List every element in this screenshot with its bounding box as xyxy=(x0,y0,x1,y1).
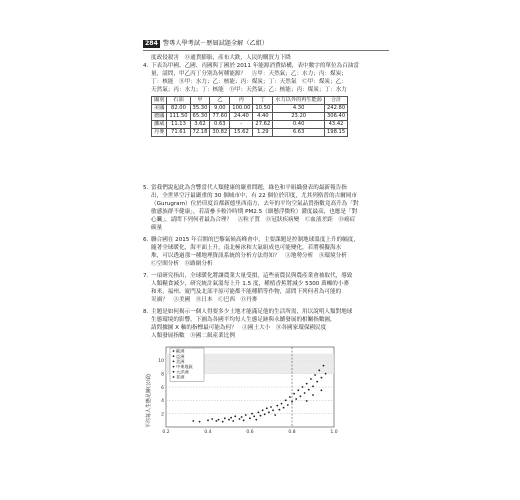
table-header-cell: 甲 xyxy=(190,97,210,105)
table-cell: 丹麥 xyxy=(152,129,167,137)
q7-line-1: 一項研究指出，全球暖化將讓農業大量受損，這些前農民與農產業會被取代，導致 xyxy=(151,273,353,279)
ecological-footprint-scatter-chart xyxy=(144,343,344,443)
q5-line-6: 碳量 xyxy=(151,225,163,231)
legend-label: 歐洲 xyxy=(176,348,185,354)
table-cell: 美國 xyxy=(152,105,167,113)
chart-legend xyxy=(170,348,204,382)
data-point xyxy=(321,377,323,379)
data-point xyxy=(272,409,274,411)
q8-number: 8. xyxy=(143,309,149,315)
x-tick-label: 0.2 xyxy=(162,430,170,435)
q8-line-4: 人類發展指數 Ⓓ國二級產業比例 xyxy=(151,333,235,339)
table-cell: 71.61 xyxy=(167,129,190,137)
data-point xyxy=(302,386,304,388)
table-cell: 0.40 xyxy=(273,121,325,129)
data-point xyxy=(258,411,260,413)
table-header-cell: 石油 xyxy=(167,97,190,105)
data-point xyxy=(241,416,243,418)
energy-table xyxy=(151,96,348,137)
data-point xyxy=(295,398,297,400)
table-cell: 43.42 xyxy=(324,121,347,129)
y-tick-label: 6 xyxy=(161,385,164,391)
data-point xyxy=(216,420,218,422)
x-tick-label: 0.8 xyxy=(288,430,296,435)
table-cell: 65.30 xyxy=(190,113,210,121)
q8-line-1: 主題是如何揭示一個人得要多少土地才能滿足他的生活所需，用以說明人類對地球 xyxy=(151,309,353,315)
q5-line-5: 心臟」，請問下列何者最為合理？ Ⓐ粒子質 Ⓑ冠狀疾病變 Ⓒ血液差距 Ⓓ癌症 xyxy=(151,217,356,223)
data-point xyxy=(264,413,266,415)
table-cell: 35.30 xyxy=(190,105,210,113)
data-point xyxy=(276,405,278,407)
y-tick-label: 2 xyxy=(161,412,164,418)
data-point xyxy=(297,389,299,391)
data-point xyxy=(318,369,320,371)
q6-line-3: 堆，可以透過那一種地理資訊系統的分析方法得知？ Ⓐ地勢分析 Ⓑ環境分析 xyxy=(151,253,347,259)
table-cell: 德國 xyxy=(152,113,167,121)
table-cell: 100.00 xyxy=(230,105,253,113)
data-point xyxy=(304,392,306,394)
q8-line-3: 請問據圖 X 軸的指標最可能為何？ Ⓐ國土大小 Ⓑ各國家環保國民度 xyxy=(151,325,327,331)
q8-line-2: 生態環境的影響，下圖為各國平均每人生態足跡與永續發展的相關指數圖， xyxy=(151,317,336,323)
table-header-cell: 丙 xyxy=(230,97,253,105)
table-header-row xyxy=(152,97,348,105)
q6-line-1: 聯合國在 2015 年召開的巴黎氣候高峰會中，主要課題是控制地球溫度上升的幅度， xyxy=(151,237,359,243)
table-cell: 242.80 xyxy=(324,105,347,113)
data-point xyxy=(316,381,318,383)
table-row xyxy=(152,121,348,129)
data-point xyxy=(306,383,308,385)
table-header-cell: 水力以外的再生能源 xyxy=(273,97,325,105)
q4-line-1: 下表為甲國、乙國、丙國與丁國於 2011 年能源消費結構，表中數字的單位為百油當 xyxy=(151,63,359,69)
data-point xyxy=(325,373,327,375)
data-point xyxy=(232,420,234,422)
data-point xyxy=(310,378,312,380)
data-point xyxy=(312,385,314,387)
data-point xyxy=(312,394,314,396)
table-cell: 15.62 xyxy=(230,129,253,137)
table-cell: 4.30 xyxy=(273,105,325,113)
data-point xyxy=(306,400,308,402)
table-header-cell: 丁 xyxy=(253,97,273,105)
data-point xyxy=(270,406,272,408)
data-point xyxy=(218,419,220,421)
table-header-cell: 乙 xyxy=(210,97,230,105)
data-point xyxy=(287,404,289,406)
legend-marker xyxy=(173,350,175,352)
table-row xyxy=(152,105,348,113)
legend-marker xyxy=(173,361,175,363)
legend-label: 大洋洲 xyxy=(176,369,189,375)
table-cell: 198.15 xyxy=(324,129,347,137)
y-tick-label: 8 xyxy=(161,372,164,378)
page-header-title: 警專人學考試－歷屆試題全解（乙組） xyxy=(162,40,269,47)
data-point xyxy=(314,374,316,376)
table-cell: 27.62 xyxy=(253,121,273,129)
table-cell: 4.40 xyxy=(253,113,273,121)
data-point xyxy=(268,411,270,413)
data-point xyxy=(230,417,232,419)
data-point xyxy=(251,413,253,415)
data-point xyxy=(243,419,245,421)
data-point xyxy=(199,421,201,423)
previous-answer-line: 度政侵殺害 Ⓓ通貨膨脹，產布大跌，人民的購買力下降 xyxy=(151,55,291,61)
data-point xyxy=(291,401,293,403)
data-point xyxy=(207,419,209,421)
q5-line-1: 當我們說起此為含響當代人類健康的嚴重問題，綠色和平組織發表的最新報告指 xyxy=(151,185,347,191)
table-header-cell: 合計 xyxy=(324,97,347,105)
data-point xyxy=(253,415,255,417)
q7-line-2: 人類糧食減少，研究統計氣溫每上升 1.5 度，種植香蕉將減少 5300 萬噸的小麥 xyxy=(151,281,350,287)
data-point xyxy=(222,421,224,423)
data-point xyxy=(245,414,247,416)
table-cell: 0.63 xyxy=(210,121,230,129)
table-cell: 1.29 xyxy=(253,129,273,137)
header-divider xyxy=(143,50,389,51)
data-point xyxy=(323,365,325,367)
legend-label: 美洲 xyxy=(176,359,185,364)
table-cell: 6.63 xyxy=(273,129,325,137)
q7-line-3: 和米，福州、廈門及北部平原可能都不能種稻等作物，請問下列何者為可能的 xyxy=(151,289,342,295)
data-point xyxy=(285,399,287,401)
table-header-cell: 國別 xyxy=(152,97,167,105)
table-cell: 11.13 xyxy=(167,121,190,129)
table-row xyxy=(152,113,348,121)
x-tick-label: 0.4 xyxy=(204,430,212,435)
table-cell: 30.82 xyxy=(210,129,230,137)
data-point xyxy=(283,407,285,409)
table-cell: 82.00 xyxy=(167,105,190,113)
x-tick-label: 0.6 xyxy=(246,430,254,435)
data-point xyxy=(274,414,276,416)
data-point xyxy=(266,407,268,409)
data-point xyxy=(293,393,295,395)
legend-label: 非洲 xyxy=(176,374,185,380)
data-point xyxy=(192,420,194,422)
q6-line-2: 隨著全球暖化，海平面上升，南北極冰和大氣組成也可能變化，若將模擬海水 xyxy=(151,245,342,251)
table-cell: 72.18 xyxy=(190,129,210,137)
legend-marker xyxy=(173,371,175,373)
y-tick-label: 4 xyxy=(161,399,164,405)
data-point xyxy=(234,415,236,417)
data-point xyxy=(262,409,264,411)
q4-number: 4. xyxy=(143,63,149,69)
table-cell: - xyxy=(230,121,253,129)
page-number: 284 xyxy=(145,40,158,47)
q7-number: 7. xyxy=(143,273,149,279)
page-header xyxy=(143,40,268,48)
data-point xyxy=(224,417,226,419)
q5-line-2: 出，全世界空汙最嚴重的 30 個城市中，有 22 個位於印度，尤其列格普的古爾岡市 xyxy=(151,193,357,199)
table-cell: 23.20 xyxy=(273,113,325,121)
data-point xyxy=(255,419,257,421)
legend-marker xyxy=(173,376,175,378)
data-point xyxy=(239,418,241,420)
table-cell: 306.40 xyxy=(324,113,347,121)
q4-line-3: 丁：核能 Ⓑ甲：水力；乙：核能；丙：煤炭；丁：天然氣 Ⓒ甲：煤炭；乙： xyxy=(151,79,347,85)
table-cell: 挪威 xyxy=(152,121,167,129)
table-cell: 24.40 xyxy=(230,113,253,121)
data-point xyxy=(300,395,302,397)
legend-marker xyxy=(173,355,175,357)
x-tick-label: 1.0 xyxy=(330,430,338,435)
legend-label: 亞洲 xyxy=(176,353,185,359)
q4-line-2: 量，請問，甲乙丙丁分別為何種能源？ Ⓐ甲：天然氣；乙：水力；丙：煤炭； xyxy=(151,71,347,77)
legend-label: 中東地區 xyxy=(176,364,193,370)
data-point xyxy=(308,389,310,391)
table-cell: 9.00 xyxy=(210,105,230,113)
q7-line-4: 災禍？ Ⓐ美國 Ⓑ日本 Ⓒ巴西 Ⓓ丹麥 xyxy=(151,297,258,303)
q6-number: 6. xyxy=(143,237,149,243)
data-point xyxy=(260,415,262,417)
table-cell: 111.50 xyxy=(167,113,190,121)
data-point xyxy=(321,389,323,391)
data-point xyxy=(249,417,251,419)
q6-line-4: Ⓒ空間分析 Ⓓ路網分析 xyxy=(151,261,213,267)
q5-line-4: 敏感族群不健康」，若請參卡較冷時期 PM2.5（細懸浮微粒）濃度最高，也應是「對 xyxy=(151,209,358,215)
data-point xyxy=(228,419,230,421)
q5-number: 5. xyxy=(143,185,149,191)
q5-line-3: （Gurugram）位於印度首都新德里西南方，去年的平均空氣品質指數竟高升為「對 xyxy=(151,201,359,207)
legend-marker xyxy=(173,366,175,368)
data-point xyxy=(281,403,283,405)
q4-line-4: 天然氣；丙：水力；丁：核能 Ⓓ甲：天然氣；乙：核能；丙：煤炭；丁：水力 xyxy=(151,87,347,93)
data-point xyxy=(279,409,281,411)
table-cell: 10.50 xyxy=(253,105,273,113)
data-point xyxy=(211,418,213,420)
table-row xyxy=(152,129,348,137)
data-point xyxy=(289,396,291,398)
table-cell: 77.60 xyxy=(210,113,230,121)
y-axis-label: 平均每人生態足跡(公頃) xyxy=(146,374,152,428)
table-cell: 3.62 xyxy=(190,121,210,129)
y-tick-label: 10 xyxy=(158,359,164,365)
